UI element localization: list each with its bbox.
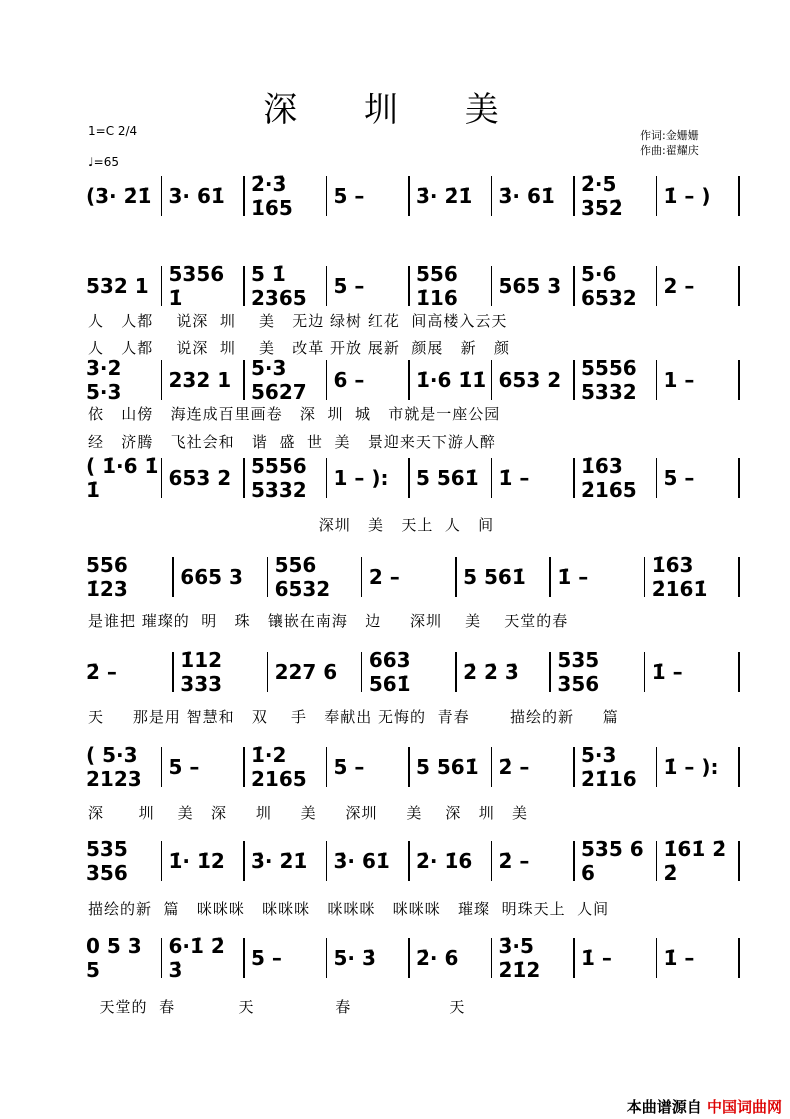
bar-line	[738, 938, 740, 978]
measure: 2̇·3̇ 1̇65	[251, 172, 293, 220]
lyric-line: 天堂的 春 天 春 天	[88, 998, 466, 1016]
bar-line	[549, 557, 551, 597]
bar-line	[573, 266, 575, 306]
bar-line	[644, 652, 646, 692]
measure: ( 5·3 2123	[86, 743, 142, 791]
measure: 3̇· 2̇1̇	[251, 849, 308, 873]
bar-line	[326, 266, 328, 306]
bar-line	[326, 176, 328, 216]
bar-line	[656, 360, 658, 400]
bar-line	[161, 360, 163, 400]
measure: 535 356	[86, 837, 128, 885]
measure: 5 561̇	[416, 466, 479, 490]
measure: 1̇ – ):	[663, 755, 719, 779]
measure: 1̇ –	[581, 946, 612, 970]
measure: 5 561̇	[416, 755, 479, 779]
bar-line	[408, 747, 410, 787]
measure: 5556 5332	[581, 356, 637, 404]
measure: 5 –	[333, 184, 365, 208]
measure: 5·3 2̇1̇16	[581, 743, 637, 791]
tempo-marking: ♩=65	[88, 155, 119, 169]
measure: 3̇· 2̇1̇	[416, 184, 473, 208]
bar-line	[243, 266, 245, 306]
footer-source	[627, 1096, 782, 1117]
measure: 2̇ –	[498, 755, 530, 779]
lyric-line: 深圳 美 天上 人 间	[88, 516, 495, 534]
composer: 作曲:翟耀庆	[640, 144, 699, 157]
measure: 5 1̇ 2365	[251, 262, 307, 310]
lyric-line: 描绘的新 篇 咪咪咪 咪咪咪 咪咪咪 咪咪咪 璀璨 明珠天上 人间	[88, 900, 610, 918]
bar-line	[408, 938, 410, 978]
measure: 556 6532	[274, 553, 331, 601]
bar-line	[491, 841, 493, 881]
measure: 1̇ –	[651, 660, 683, 684]
bar-line	[738, 747, 740, 787]
measure: 535 6 6	[581, 837, 644, 885]
key-signature: 1=C 2/4	[88, 124, 138, 138]
bar-line	[243, 458, 245, 498]
bar-line	[408, 266, 410, 306]
bar-line	[408, 841, 410, 881]
bar-line	[491, 266, 493, 306]
bar-line	[267, 557, 269, 597]
measure: 556 1̇23	[86, 553, 128, 601]
bar-line	[243, 747, 245, 787]
footer-text: 本曲谱源自	[626, 1098, 702, 1116]
bar-line	[644, 557, 646, 597]
notation-row	[80, 262, 740, 310]
measure: 535 356	[557, 648, 600, 696]
lyric-line: 深 圳 美 深 圳 美 深圳 美 深 圳 美	[88, 804, 529, 822]
measure: 1̇ –	[557, 565, 589, 589]
measure: 6 –	[333, 368, 365, 392]
measure: 5 561̇	[463, 565, 526, 589]
measure: 2̇· 1̇6	[416, 849, 473, 873]
lyricist: 作词:金姗姗	[640, 129, 699, 142]
bar-line	[408, 360, 410, 400]
measure: 1 –	[663, 368, 695, 392]
measure: 556 1̇16	[416, 262, 458, 310]
bar-line	[573, 458, 575, 498]
bar-line	[656, 747, 658, 787]
bar-line	[738, 458, 740, 498]
notation-row	[80, 837, 740, 885]
bar-line	[656, 841, 658, 881]
measure: 2̇ –	[498, 849, 530, 873]
measure: 5 –	[663, 466, 695, 490]
lyric-line: 天 那是用 智慧和 双 手 奉献出 无悔的 青春 描绘的新 篇	[88, 708, 619, 726]
measure: 5· 3̇	[333, 946, 376, 970]
bar-line	[738, 652, 740, 692]
measure: 3̇·5 2̇1̇2	[498, 934, 541, 982]
bar-line	[161, 938, 163, 978]
bar-line	[491, 176, 493, 216]
bar-line	[491, 360, 493, 400]
measure: 3·2 5·3	[86, 356, 122, 404]
bar-line	[656, 458, 658, 498]
bar-line	[243, 841, 245, 881]
notation-row	[80, 743, 740, 791]
bar-line	[491, 458, 493, 498]
bar-line	[161, 458, 163, 498]
measure: 5·6 6532	[581, 262, 637, 310]
measure: 1̇·2 2165	[251, 743, 307, 791]
measure: 2̇· 6	[416, 946, 459, 970]
bar-line	[491, 938, 493, 978]
measure: 663 561̇	[368, 648, 411, 696]
measure: 3· 61̇	[168, 184, 225, 208]
bar-line	[573, 747, 575, 787]
measure: 1̇· 1̇2	[168, 849, 225, 873]
lyric-line: 依 山傍 海连成百里画卷 深 圳 城 市就是一座公园	[88, 405, 501, 423]
bar-line	[656, 266, 658, 306]
measure: 5 –	[333, 274, 365, 298]
bar-line	[549, 652, 551, 692]
bar-line	[361, 557, 363, 597]
measure: 1̇·6 1̇1̇	[416, 368, 487, 392]
bar-line	[161, 176, 163, 216]
bar-line	[656, 176, 658, 216]
bar-line	[573, 938, 575, 978]
measure: 2̇ 2̇ 3̇	[463, 660, 519, 684]
bar-line	[491, 747, 493, 787]
bar-line	[172, 557, 174, 597]
bar-line	[738, 360, 740, 400]
measure: 3̇· 61̇	[333, 849, 390, 873]
measure: 1̇ –	[663, 946, 695, 970]
measure: 1̇61̇ 2̇ 2̇	[663, 837, 727, 885]
bar-line	[656, 938, 658, 978]
measure: (3· 2̇1̇	[86, 184, 152, 208]
measure: 532 1	[86, 274, 149, 298]
lyric-line: 是谁把 璀璨的 明 珠 镶嵌在南海 边 深圳 美 天堂的春	[88, 612, 569, 630]
credits	[640, 128, 699, 158]
bar-line	[573, 360, 575, 400]
measure: 2̇ –	[86, 660, 117, 684]
bar-line	[243, 176, 245, 216]
measure: 2̇·5 352̇	[581, 172, 623, 220]
measure: 565 3	[498, 274, 562, 298]
bar-line	[161, 266, 163, 306]
bar-line	[326, 360, 328, 400]
bar-line	[738, 841, 740, 881]
measure: 1̇63 2̇165	[581, 454, 637, 502]
measure: 6·1̇ 2̇ 3̇	[168, 934, 225, 982]
bar-line	[161, 841, 163, 881]
bar-line	[455, 652, 457, 692]
measure: 3̇· 61̇	[498, 184, 555, 208]
bar-line	[326, 458, 328, 498]
bar-line	[326, 747, 328, 787]
notation-row	[80, 356, 740, 404]
measure: 2 –	[663, 274, 695, 298]
measure: 665 3	[180, 565, 243, 589]
measure: 232 1	[168, 368, 232, 392]
lyric-line: 经 济腾 飞社会和 谐 盛 世 美 景迎来天下游人醉	[88, 433, 496, 451]
measure: 1̇63 2̇161̇	[651, 553, 708, 601]
bar-line	[172, 652, 174, 692]
measure: 5 –	[168, 755, 200, 779]
bar-line	[738, 557, 740, 597]
measure: 2 –	[368, 565, 400, 589]
measure: 5556 5332	[251, 454, 307, 502]
measure: 653 2	[498, 368, 562, 392]
bar-line	[573, 841, 575, 881]
lyric-line: 人 人都 说深 圳 美 改革 开放 展新 颜展 新 颜	[88, 339, 510, 357]
measure: 5356 1̇	[168, 262, 225, 310]
measure: ( 1̇·6 1̇ 1̇	[86, 454, 159, 502]
measure: 227 6	[274, 660, 338, 684]
measure: 1 – ):	[333, 466, 389, 490]
song-title: 深 圳 美	[263, 90, 527, 130]
bar-line	[326, 938, 328, 978]
bar-line	[361, 652, 363, 692]
lyric-line: 人 人都 说深 圳 美 无边 绿树 红花 间高楼入云天	[88, 312, 508, 330]
bar-line	[267, 652, 269, 692]
measure: 1̇12 333	[180, 648, 223, 696]
notation-row	[80, 648, 740, 696]
bar-line	[408, 458, 410, 498]
measure: 5 –	[333, 755, 365, 779]
bar-line	[573, 176, 575, 216]
measure: 5·3 5627	[251, 356, 307, 404]
measure: 653 2	[168, 466, 232, 490]
measure: 1̇ – )	[663, 184, 711, 208]
measure: 1̇ –	[498, 466, 530, 490]
bar-line	[243, 938, 245, 978]
bar-line	[455, 557, 457, 597]
bar-line	[243, 360, 245, 400]
measure: 5 –	[251, 946, 282, 970]
notation-row	[80, 934, 740, 982]
measure: 0 5 3 5	[86, 934, 142, 982]
notation-row	[80, 454, 740, 502]
bar-line	[161, 747, 163, 787]
bar-line	[326, 841, 328, 881]
bar-line	[408, 176, 410, 216]
bar-line	[738, 176, 740, 216]
notation-row	[80, 172, 740, 220]
notation-row	[80, 553, 740, 601]
footer-site-name: 中国词曲网	[706, 1098, 782, 1116]
bar-line	[738, 266, 740, 306]
